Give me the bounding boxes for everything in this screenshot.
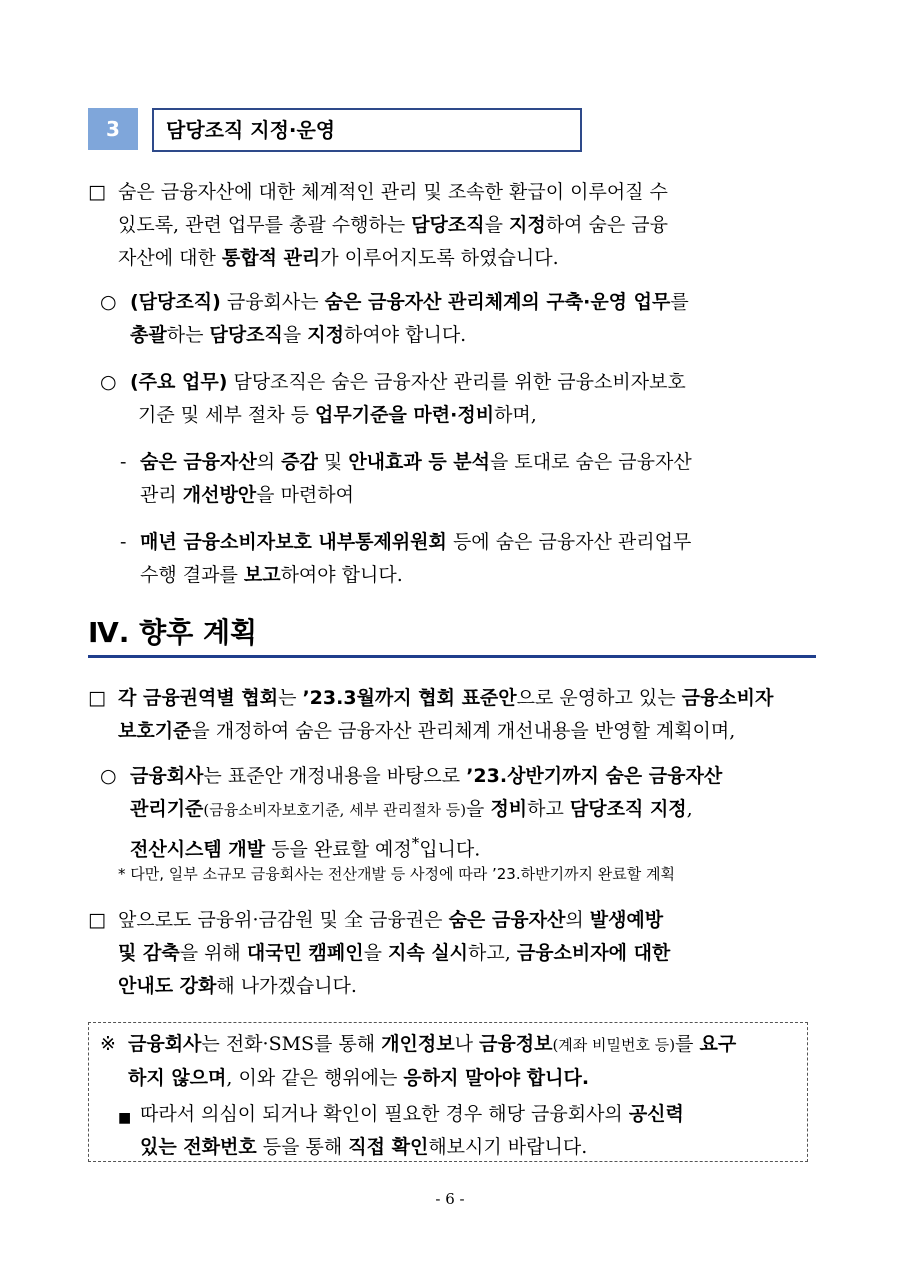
notice-bullet-text: 따라서 의심이 되거나 확인이 필요한 경우 해당 금융회사의 공신력 있는 전화번호 등을 통해 직접 확인해보시기 바랍니다.: [140, 1103, 684, 1158]
paragraph-s3-p2: (담당조직) 금융회사는 숨은 금융자산 관리체계의 구축·운영 업무를 총괄하는 담당조직을 지정하여야 합니다.: [130, 291, 689, 346]
square-bullet: □: [88, 909, 106, 931]
paragraph-c4-p1: 각 금융권역별 협회는 ’23.3월까지 협회 표준안으로 운영하고 있는 금융소비자 보호기준을 개정하여 숨은 금융자산 관리체계 개선내용을 반영할 계획이며,: [118, 687, 774, 742]
circle-bullet: ○: [100, 371, 117, 393]
circle-bullet: ○: [100, 765, 117, 787]
chapter-title: Ⅳ. 향후 계획: [88, 613, 816, 658]
paragraph-s3-p1: 숨은 금융자산에 대한 체계적인 관리 및 조속한 환급이 이루어질 수 있도록, 관련 업무를 총괄 수행하는 담당조직을 지정하여 숨은 금융 자산에 대한 통합적 관리가 이루어지도록 하였습니다.: [118, 181, 668, 269]
notice-text: 금융회사는 전화·SMS를 통해 개인정보나 금융정보(계좌 비밀번호 등)를 요구 하지 않으며, 이와 같은 행위에는 응하지 말아야 합니다.: [128, 1033, 737, 1089]
dash-bullet: -: [120, 451, 127, 473]
square-small-bullet: ■: [118, 1110, 132, 1126]
square-bullet: □: [88, 181, 106, 203]
section-title: 담당조직 지정·운영: [152, 108, 582, 152]
dash-bullet: -: [120, 531, 127, 553]
footnote: * 다만, 일부 소규모 금융회사는 전산개발 등 사정에 따라 ’23.하반기까지 완료할 계획: [118, 865, 676, 883]
paragraph-s3-d2: 매년 금융소비자보호 내부통제위원회 등에 숨은 금융자산 관리업무 수행 결과를 보고하여야 합니다.: [140, 531, 692, 586]
circle-bullet: ○: [100, 291, 117, 313]
reference-mark: ※: [100, 1033, 116, 1055]
square-bullet: □: [88, 687, 106, 709]
paragraph-s3-d1: 숨은 금융자산의 증감 및 안내효과 등 분석을 토대로 숨은 금융자산 관리 개선방안을 마련하여: [140, 451, 692, 506]
section-number-badge: 3: [88, 108, 138, 150]
paragraph-c4-p3: 앞으로도 금융위·금감원 및 全 금융권은 숨은 금융자산의 발생예방 및 감축을 위해 대국민 캠페인을 지속 실시하고, 금융소비자에 대한 안내도 강화해 나가겠습니다.: [118, 909, 671, 997]
paragraph-s3-p3: (주요 업무) 담당조직은 숨은 금융자산 관리를 위한 금융소비자보호 기준 및 세부 절차 등 업무기준을 마련·정비하며,: [130, 371, 686, 426]
page-number: - 6 -: [435, 1190, 465, 1208]
paragraph-c4-p2: 금융회사는 표준안 개정내용을 바탕으로 ’23.상반기까지 숨은 금융자산 관리기준(금융소비자보호기준, 세부 관리절차 등)을 정비하고 담당조직 지정, 전산시스템 개발 등을 완료할 예정*입니다.: [130, 765, 723, 861]
